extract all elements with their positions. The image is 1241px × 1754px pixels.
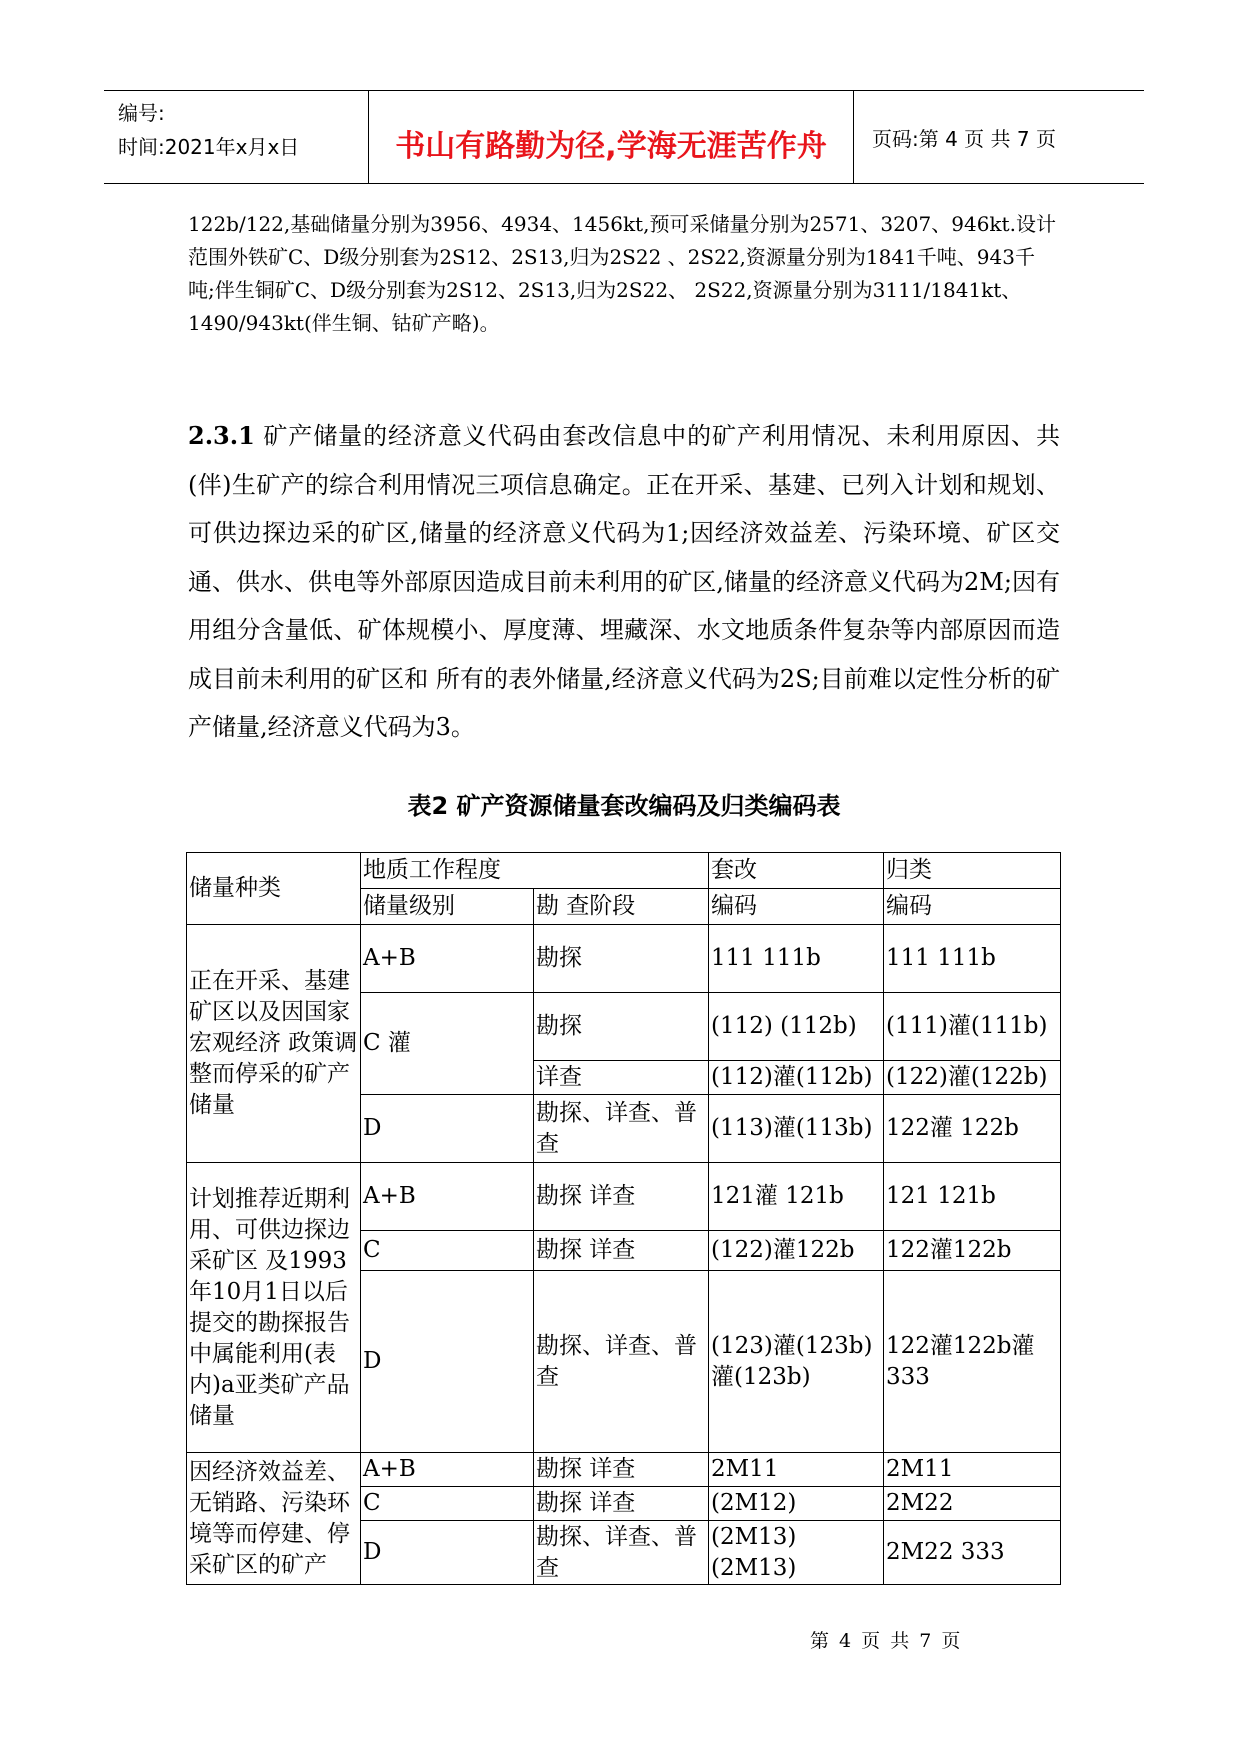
header-slogan: 书山有路勤为径,学海无涯苦作舟 [395,129,827,164]
level-cell: A+B [361,1453,534,1487]
stage-cell: 勘探 [534,993,709,1061]
header-taogai: 套改 [709,853,884,889]
table-row [187,1163,1061,1231]
class-cell: 122灌122b [884,1231,1061,1271]
code-cell: (2M13) (2M13) [709,1521,884,1585]
stage-cell: 勘探 详查 [534,1453,709,1487]
section-text: 矿产储量的经济意义代码由套改信息中的矿产利用情况、未利用原因、共(伴)生矿产的综合利用情况三项信息确定。正在开采、基建、已列入计划和规划、可供边探边采的矿区,储量的经济意义代码为1;因经济效益差、污染环境、矿区交通、供水、供电等外部原因造成目前未利用的矿区,储量的经济意义代码为2M;因有用组分含量低、矿体规模小、厚度薄、埋藏深、水文地质条件复杂等内部原因而造成目前未利用的矿区和 所有的表外储量,经济意义代码为2S;目前难以定性分析的矿产储量,经济意义代码为3。 [188,422,1060,741]
section-number: 2.3.1 [188,421,255,450]
header-geo-work: 地质工作程度 [361,853,709,889]
code-cell: 111 111b [709,925,884,993]
level-cell: A+B [361,925,534,993]
header-stage: 勘 查阶段 [534,889,709,925]
level-cell: C [361,1231,534,1271]
code-cell: 2M11 [709,1453,884,1487]
level-cell: D [361,1271,534,1453]
class-cell: 122灌122b灌333 [884,1271,1061,1453]
category-cell: 计划推荐近期利用、可供边探边采矿区 及1993年10月1日以后提交的勘探报告中属能利用(表内)a亚类矿产品储量 [187,1163,361,1453]
reserve-code-table [186,852,1061,1585]
header-info-cell [104,91,368,183]
header-category: 储量种类 [187,853,361,925]
header-page-label: 页码:第 4 页 共 7 页 [872,127,1056,151]
body-paragraph-1: 122b/122,基础储量分别为3956、4934、1456kt,预可采储量分别为2571、3207、946kt.设计范围外铁矿C、D级分别套为2S12、2S13,归为2S22 、2S22,资源量分别为1841千吨、943千吨;伴生铜矿C、D级分别套为2S12、2S13,归为2S22、 2S22,资源量分别为3111/1841kt、1490/943kt(伴生铜、钴矿产略)。 [188,212,1056,335]
class-cell: (111)灌(111b) [884,993,1061,1061]
code-cell: 121灌 121b [709,1163,884,1231]
code-cell: (2M12) [709,1487,884,1521]
category-cell: 因经济效益差、无销路、污染环境等而停建、停采矿区的矿产 [187,1453,361,1585]
class-cell: 122灌 122b [884,1095,1061,1163]
class-cell: 111 111b [884,925,1061,993]
stage-cell: 勘探、详查、普查 [534,1271,709,1453]
code-cell: (123)灌(123b)灌(123b) [709,1271,884,1453]
code-cell: (122)灌122b [709,1231,884,1271]
level-cell: C [361,1487,534,1521]
code-cell: (112)灌(112b) [709,1061,884,1095]
header-guilei: 归类 [884,853,1061,889]
footer-page-number: 第 4 页 共 7 页 [810,1630,963,1652]
class-cell: 2M22 333 [884,1521,1061,1585]
class-cell: (122)灌(122b) [884,1061,1061,1095]
class-cell: 121 121b [884,1163,1061,1231]
stage-cell: 详查 [534,1061,709,1095]
doc-number-label: 编号: [118,101,165,125]
level-cell: C 灌 [361,993,534,1095]
code-cell: (112) (112b) [709,993,884,1061]
stage-cell: 勘探 详查 [534,1231,709,1271]
class-cell: 2M11 [884,1453,1061,1487]
table-header-row [187,853,1061,889]
header-page-cell [852,91,1144,183]
header-level: 储量级别 [361,889,534,925]
header-code-guilei: 编码 [884,889,1061,925]
header-slogan-cell [368,91,854,183]
stage-cell: 勘探、详查、普查 [534,1095,709,1163]
page-header [104,90,1144,184]
stage-cell: 勘探 [534,925,709,993]
header-code-taogai: 编码 [709,889,884,925]
body-paragraph-2 [188,412,1060,752]
stage-cell: 勘探 详查 [534,1163,709,1231]
stage-cell: 勘探 详查 [534,1487,709,1521]
table-caption: 表2 矿产资源储量套改编码及归类编码表 [407,792,841,820]
level-cell: A+B [361,1163,534,1231]
level-cell: D [361,1095,534,1163]
table-row [187,925,1061,993]
category-cell: 正在开采、基建矿区以及因国家宏观经济 政策调整而停采的矿产储量 [187,925,361,1163]
code-cell: (113)灌(113b) [709,1095,884,1163]
time-label: 时间:2021年x月x日 [118,135,300,159]
class-cell: 2M22 [884,1487,1061,1521]
stage-cell: 勘探、详查、普查 [534,1521,709,1585]
table-row [187,1453,1061,1487]
level-cell: D [361,1521,534,1585]
